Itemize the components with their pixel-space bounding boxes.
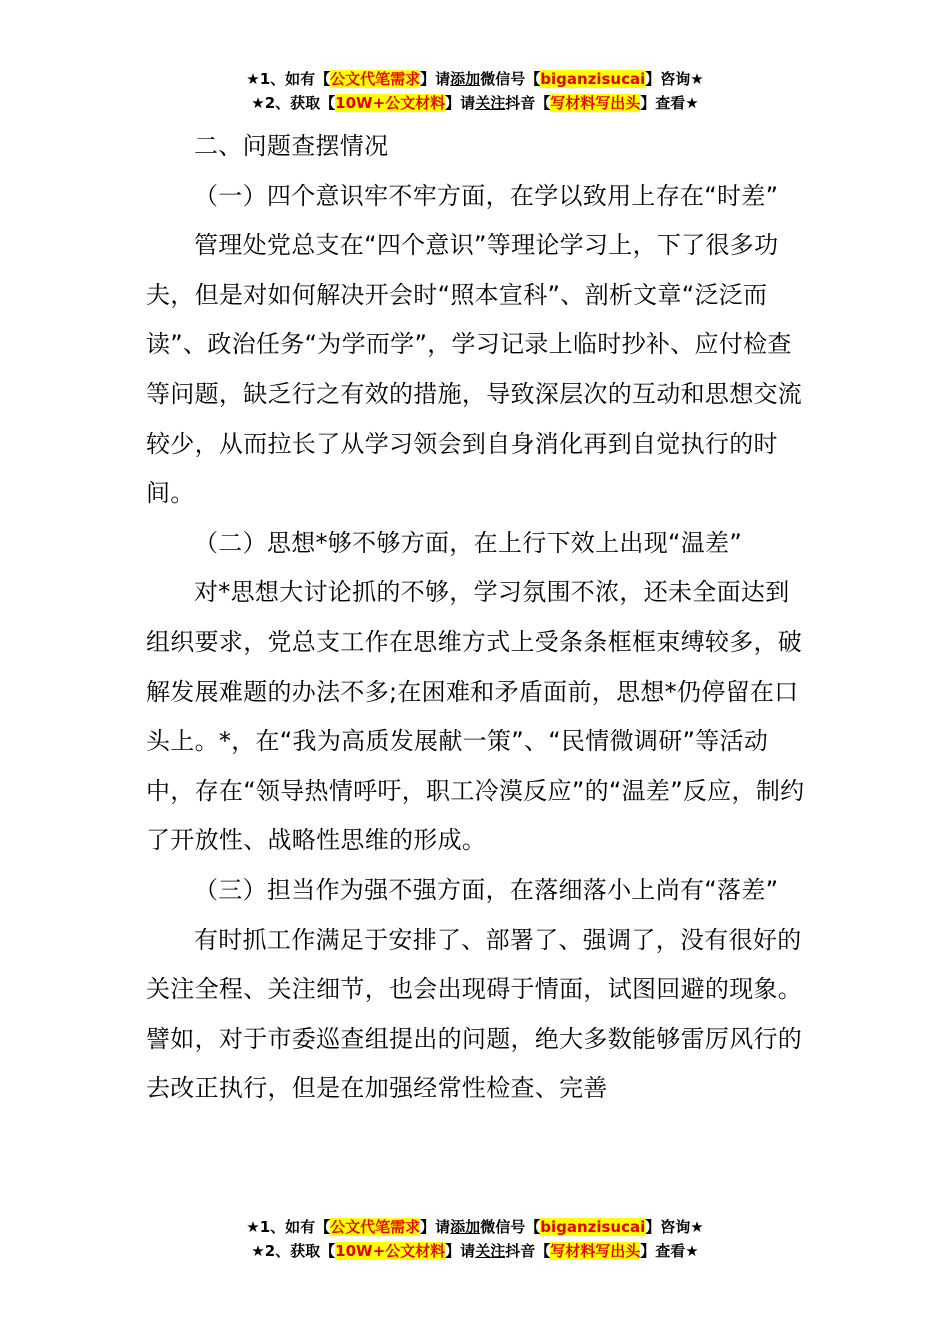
subsection-heading-2: （二）思想*够不够方面，在上行下效上出现“温差” <box>194 528 743 557</box>
star-icon: ★ <box>685 1242 699 1260</box>
star-icon: ★ <box>246 1218 260 1236</box>
document-body <box>146 122 808 1114</box>
promo-line-2: ★2、获取【10W+公文材料】请关注抖音【写材料写出头】查看★ <box>251 94 699 112</box>
star-icon: ★ <box>246 70 260 88</box>
promo-banner-top <box>0 67 950 115</box>
highlight-materials: 10W+公文材料 <box>335 1242 446 1260</box>
highlight-douyin-account: 写材料写出头 <box>550 94 641 112</box>
highlight-wechat-id: biganzisucai <box>540 1218 646 1236</box>
star-icon: ★ <box>690 1218 704 1236</box>
highlight-materials: 10W+公文材料 <box>335 94 446 112</box>
promo-line-1: ★1、如有【公文代笔需求】请添加微信号【biganzisucai】咨询★ <box>246 70 704 88</box>
highlight-wechat-id: biganzisucai <box>540 70 646 88</box>
promo-banner-bottom <box>0 1215 950 1263</box>
star-icon: ★ <box>251 1242 265 1260</box>
promo-line-1: ★1、如有【公文代笔需求】请添加微信号【biganzisucai】咨询★ <box>246 1218 704 1236</box>
star-icon: ★ <box>690 70 704 88</box>
highlight-service: 公文代笔需求 <box>330 1218 421 1236</box>
paragraph-2: 对*思想大讨论抓的不够，学习氛围不浓，还未全面达到组织要求，党总支工作在思维方式上受条条框框束缚较多，破解发展难题的办法不多;在困难和矛盾面前，思想*仍停留在口头上。*，在“我为高质发展献一策”、“民情微调研”等活动中，存在“领导热情呼吁，职工冷漠反应”的“温差”反应，制约了开放性、战略性思维的形成。 <box>146 578 805 855</box>
section-heading: 二、问题查摆情况 <box>194 132 389 160</box>
highlight-service: 公文代笔需求 <box>330 70 421 88</box>
promo-line-2: ★2、获取【10W+公文材料】请关注抖音【写材料写出头】查看★ <box>251 1242 699 1260</box>
star-icon: ★ <box>251 94 265 112</box>
highlight-douyin-account: 写材料写出头 <box>550 1242 641 1260</box>
paragraph-1: 管理处党总支在“四个意识”等理论学习上，下了很多功夫，但是对如何解决开会时“照本宣科”、剖析文章“泛泛而读”、政治任务“为学而学”，学习记录上临时抄补、应付检查等问题，缺乏行之有效的措施，导致深层次的互动和思想交流较少，从而拉长了从学习领会到自身消化再到自觉执行的时间。 <box>146 231 803 508</box>
paragraph-3: 有时抓工作满足于安排了、部署了、强调了，没有很好的关注全程、关注细节，也会出现碍于情面，试图回避的现象。譬如，对于市委巡查组提出的问题，绝大多数能够雷厉风行的去改正执行，但是在加强经常性检查、完善 <box>146 925 803 1103</box>
subsection-heading-1: （一）四个意识牢不牢方面，在学以致用上存在“时差” <box>194 181 779 210</box>
subsection-heading-3: （三）担当作为强不强方面，在落细落小上尚有“落差” <box>194 875 779 904</box>
star-icon: ★ <box>685 94 699 112</box>
